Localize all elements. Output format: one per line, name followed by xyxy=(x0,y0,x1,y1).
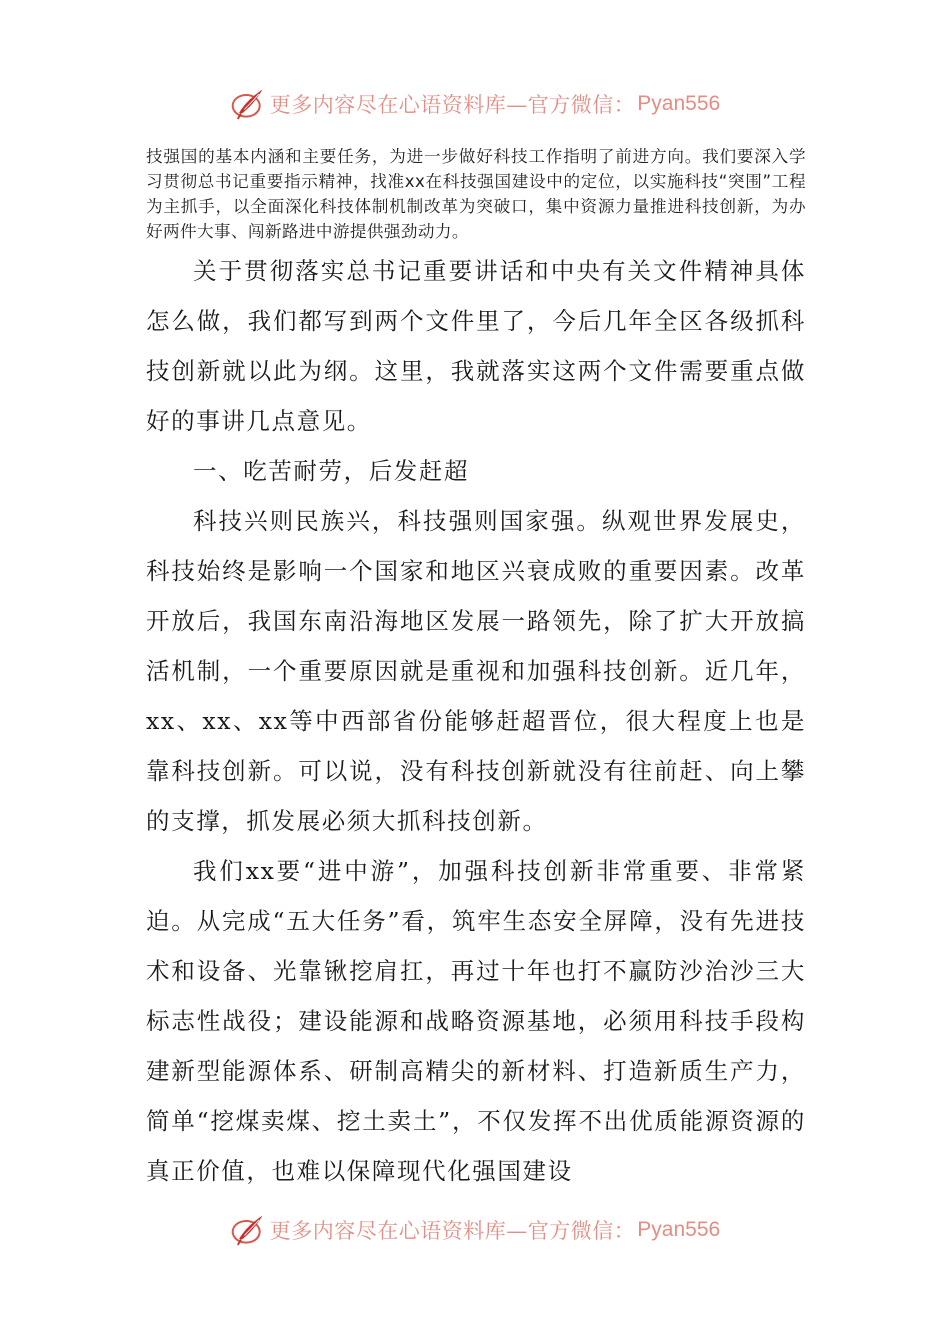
watermark-text: 更多内容尽在心语资料库—官方微信： xyxy=(269,1219,636,1243)
footer-watermark xyxy=(0,1210,950,1250)
quill-pen-logo-icon xyxy=(230,1212,266,1248)
watermark-text: 更多内容尽在心语资料库—官方微信： xyxy=(269,93,636,117)
quill-pen-logo-icon xyxy=(230,86,266,122)
section-heading: 一、吃苦耐劳，后发赶超 xyxy=(193,457,470,485)
body-paragraph: 科技兴则民族兴，科技强则国家强。纵观世界发展史，科技始终是影响一个国家和地区兴衰成败的重要因素。改革开放后，我国东南沿海地区发展一路领先，除了扩大开放搞活机制，一个重要原因就是重视和加强科技创新。近几年，xx、xx、xx等中西部省份能够赶超晋位，很大程度上也是靠科技创新。可以说，没有科技创新就没有往前赶、向上攀的支撑，抓发展必须大抓科技创新。 xyxy=(146,507,806,835)
document-body xyxy=(146,246,806,1196)
watermark-wechat-id: Pyan556 xyxy=(637,92,721,115)
body-paragraph: 关于贯彻落实总书记重要讲话和中央有关文件精神具体怎么做，我们都写到两个文件里了，今后几年全区各级抓科技创新就以此为纲。这里，我就落实这两个文件需要重点做好的事讲几点意见。 xyxy=(146,257,806,435)
intro-paragraph-block xyxy=(146,144,806,244)
header-watermark xyxy=(0,84,950,124)
body-paragraph: 我们xx要“进中游”，加强科技创新非常重要、非常紧迫。从完成“五大任务”看，筑牢生态安全屏障，没有先进技术和设备、光靠锹挖肩扛，再过十年也打不赢防沙治沙三大标志性战役；建设能源和战略资源基地，必须用科技手段构建新型能源体系、研制高精尖的新材料、打造新质生产力，简单“挖煤卖煤、挖土卖土”，不仅发挥不出优质能源资源的真正价值，也难以保障现代化强国建设 xyxy=(146,857,806,1185)
intro-paragraph: 技强国的基本内涵和主要任务，为进一步做好科技工作指明了前进方向。我们要深入学习贯彻总书记重要指示精神，找准xx在科技强国建设中的定位，以实施科技“突围”工程为主抓手，以全面深化科技体制机制改革为突破口，集中资源力量推进科技创新，为办好两件大事、闯新路进中游提供强劲动力。 xyxy=(146,147,806,241)
watermark-wechat-id: Pyan556 xyxy=(637,1218,721,1241)
